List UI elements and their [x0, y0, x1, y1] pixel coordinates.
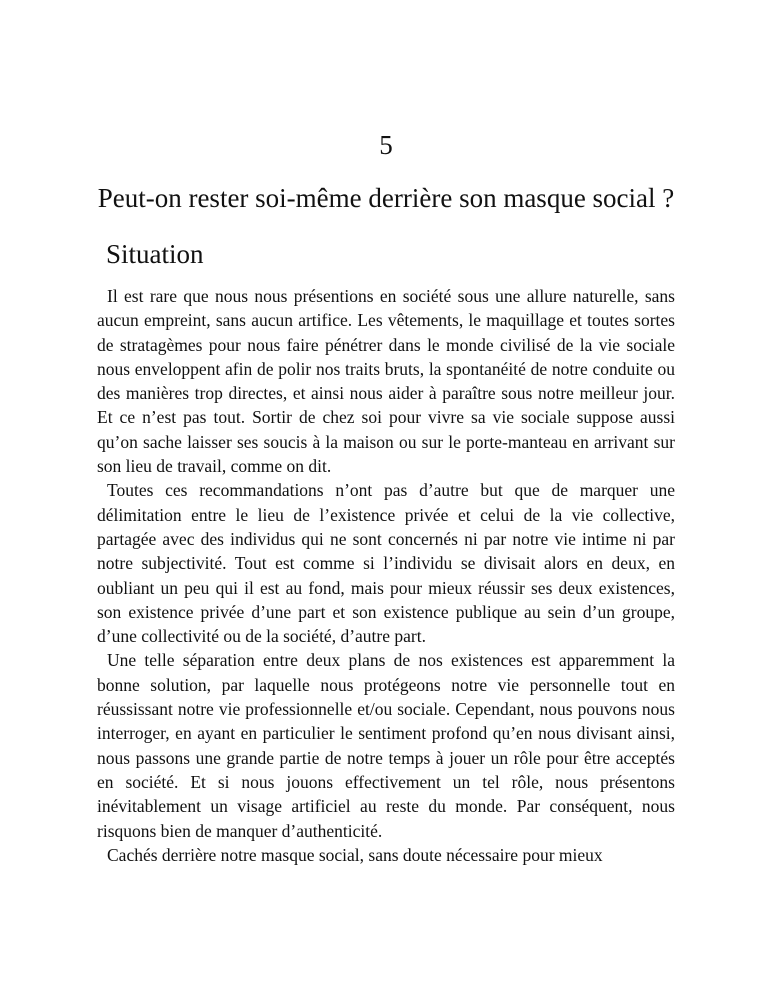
body-text: [97, 284, 675, 867]
section-heading: Situation: [106, 239, 204, 269]
chapter-number: 5: [379, 130, 393, 160]
chapter-title: Peut-on rester soi-même derrière son masque social ?: [97, 183, 675, 213]
paragraph: Il est rare que nous nous présentions en société sous une allure naturelle, sans aucun empreint, sans aucun artifice. Les vêtements, le maquillage et toutes sortes de stratagèmes pour nous faire pénétrer dans le monde civilisé de la vie sociale nous enveloppent afin de polir nos traits bruts, la spontanéité de notre conduite ou des manières trop directes, et ainsi nous aider à paraître sous notre meilleur jour. Et ce n’est pas tout. Sortir de chez soi pour vivre sa vie sociale suppose aussi qu’on sache laisser ses soucis à la maison ou sur le porte-manteau en arrivant sur son lieu de travail, comme on dit.: [97, 286, 675, 477]
paragraph: Cachés derrière notre masque social, sans doute nécessaire pour mieux: [107, 844, 603, 865]
paragraph: Toutes ces recommandations n’ont pas d’autre but que de marquer une délimitation entre le lieu de l’existence privée et celui de la vie collective, partagée avec des individus qui ne sont concernés ni par notre vie intime ni par notre subjectivité. Tout est comme si l’individu se divisait alors en deux, en oubliant un peu qui il est au fond, mais pour mieux réussir ses deux existences, son existence privée d’une part et son existence publique au sein d’un groupe, d’une collectivité ou de la société, d’autre part.: [97, 480, 675, 647]
paragraph: Une telle séparation entre deux plans de nos existences est apparemment la bonne solution, par laquelle nous protégeons notre vie personnelle tout en réussissant notre vie professionnelle et/ou sociale. Cependant, nous pouvons nous interroger, en ayant en particulier le sentiment profond qu’en nous divisant ainsi, nous passons une grande partie de notre temps à jouer un rôle pour être acceptés en société. Et si nous jouons effectivement un tel rôle, nous présentons inévitablement un visage artificiel au reste du monde. Par conséquent, nous risquons bien de manquer d’authenticité.: [97, 650, 675, 841]
